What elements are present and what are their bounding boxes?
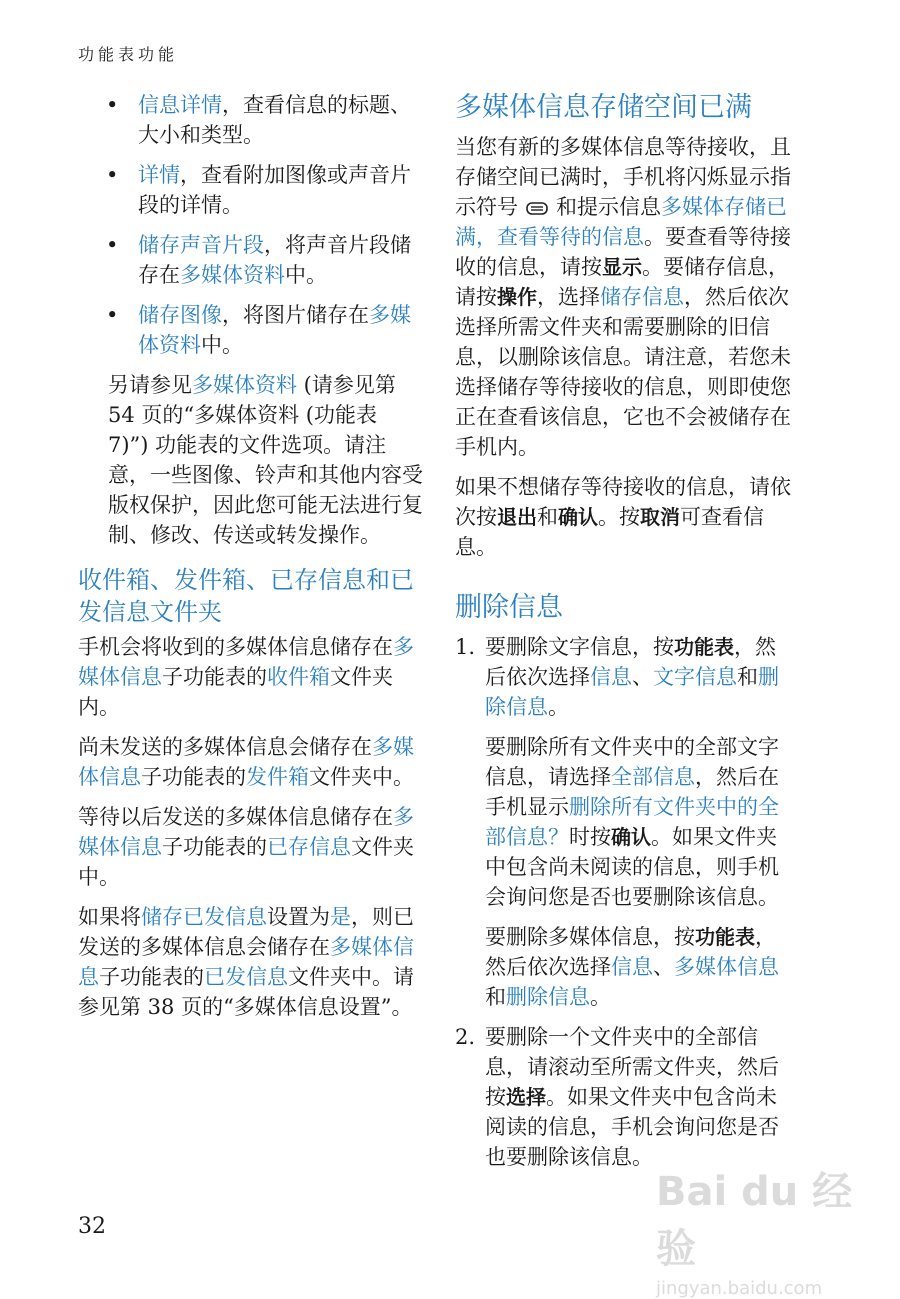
bullet-text: ，查看附加图像或声音片段的详情。 bbox=[138, 163, 411, 217]
link-text[interactable]: 删除信息 bbox=[506, 985, 590, 1009]
watermark bbox=[656, 1160, 866, 1299]
key-label: 显示 bbox=[602, 255, 642, 279]
bullet-item: • 信息详情，查看信息的标题、大小和类型。 bbox=[106, 93, 411, 147]
see-also-paragraph: 另请参见多媒体资料 (请参见第 54 页的“多媒体资料 (功能表 7)”) 功能表的文件选项。请注意，一些图像、铃声和其他内容受版权保护，因此您可能无法进行复制、修改、传送或转发操作。 bbox=[108, 373, 423, 547]
link-text[interactable]: 储存已发信息 bbox=[141, 905, 267, 929]
paragraph: 如果将储存已发信息设置为是，则已发送的多媒体信息会储存在多媒体信息子功能表的已发信息文件夹中。请参见第 38 页的“多媒体信息设置”。 bbox=[78, 905, 414, 1019]
section-heading: 收件箱、发件箱、已存信息和已发信息文件夹 bbox=[78, 566, 414, 626]
watermark-url: jingyan.baidu.com bbox=[656, 1278, 823, 1299]
step-detail: 要删除多媒体信息，按功能表，然后依次选择信息、多媒体信息和删除信息。 bbox=[485, 925, 779, 1009]
paragraph: 尚未发送的多媒体信息会储存在多媒体信息子功能表的发件箱文件夹中。 bbox=[78, 735, 414, 789]
link-text[interactable]: 多媒体信息 bbox=[78, 805, 414, 859]
link-text[interactable]: 多媒体存储已满，查看等待的信息 bbox=[455, 195, 787, 249]
link-text[interactable]: 多媒体信息 bbox=[78, 935, 414, 989]
link-text[interactable]: 储存声音片段 bbox=[138, 233, 264, 257]
key-label: 功能表 bbox=[695, 925, 755, 949]
section-heading: 多媒体信息存储空间已满 bbox=[455, 92, 752, 123]
key-label: 功能表 bbox=[674, 635, 734, 659]
link-text[interactable]: 信息 bbox=[590, 665, 632, 689]
bullet-text: ，将声音片段储存在 bbox=[138, 233, 411, 287]
link-text[interactable]: 收件箱 bbox=[267, 665, 330, 689]
bullet-text: ，将图片储存在 bbox=[222, 303, 369, 327]
link-text[interactable]: 发件箱 bbox=[246, 765, 309, 789]
bullet-item: • 详情，查看附加图像或声音片段的详情。 bbox=[106, 163, 411, 217]
paragraph: 当您有新的多媒体信息等待接收，且存储空间已满时，手机将闪烁显示指示符号 和提示信息多媒体存储已满，查看等待的信息。要查看等待接收的信息，请按显示。要储存信息，请按操作，选择储存信息，然后依次选择所需文件夹和需要删除的旧信息，以删除该信息。请注意，若您未选择储存等待接收的信息，则即使您正在查看该信息，它也不会被储存在手机内。 bbox=[455, 135, 791, 459]
section-heading: 删除信息 bbox=[455, 592, 563, 623]
link-text[interactable]: 多媒体信息 bbox=[674, 955, 779, 979]
left-column bbox=[78, 90, 423, 1032]
bullet-text: 中。 bbox=[285, 263, 327, 287]
link-text[interactable]: 全部信息 bbox=[611, 765, 695, 789]
link-text[interactable]: 文字信息 bbox=[653, 665, 737, 689]
right-column bbox=[455, 90, 795, 1182]
key-label: 选择 bbox=[506, 1085, 546, 1109]
link-text[interactable]: 删除所有文件夹中的全部信息？ bbox=[485, 795, 779, 849]
bullet-item: • 储存图像，将图片储存在多媒体资料中。 bbox=[106, 303, 411, 357]
link-text[interactable]: 详情 bbox=[138, 163, 180, 187]
step-detail: 要删除所有文件夹中的全部文字信息，请选择全部信息，然后在手机显示删除所有文件夹中的全部信息？时按确认。如果文件夹中包含尚未阅读的信息，则手机会询问您是否也要删除该信息。 bbox=[485, 735, 779, 909]
running-header: 功能表功能 bbox=[78, 45, 179, 64]
key-label: 操作 bbox=[497, 285, 537, 309]
key-label: 确认 bbox=[611, 825, 651, 849]
key-label: 确认 bbox=[558, 505, 598, 529]
paragraph: 如果不想储存等待接收的信息，请依次按退出和确认。按取消可查看信息。 bbox=[455, 475, 791, 559]
key-label: 取消 bbox=[640, 505, 680, 529]
paragraph: 手机会将收到的多媒体信息储存在多媒体信息子功能表的收件箱文件夹内。 bbox=[78, 635, 414, 719]
numbered-step: 2. 要删除一个文件夹中的全部信息，请滚动至所需文件夹，然后按选择。如果文件夹中包含尚未阅读的信息，手机会询问您是否也要删除该信息。 bbox=[455, 1025, 779, 1169]
watermark-logo: Bai du 经验 bbox=[656, 1169, 853, 1272]
link-text[interactable]: 是 bbox=[330, 905, 351, 929]
link-text[interactable]: 已发信息 bbox=[204, 965, 288, 989]
link-text[interactable]: 多媒体信息 bbox=[78, 635, 414, 689]
link-text[interactable]: 多媒体资料 bbox=[138, 303, 411, 357]
bullet-text: 中。 bbox=[201, 333, 243, 357]
link-text[interactable]: 多媒体资料 bbox=[180, 263, 285, 287]
link-text[interactable]: 储存图像 bbox=[138, 303, 222, 327]
link-text[interactable]: 储存信息 bbox=[600, 285, 684, 309]
key-label: 退出 bbox=[497, 505, 537, 529]
bullet-item: • 储存声音片段，将声音片段储存在多媒体资料中。 bbox=[106, 233, 411, 287]
link-text[interactable]: 删除信息 bbox=[485, 665, 779, 719]
link-text[interactable]: 多媒体信息 bbox=[78, 735, 414, 789]
mms-full-indicator-icon bbox=[524, 201, 550, 216]
link-text[interactable]: 多媒体资料 bbox=[192, 373, 297, 397]
link-text[interactable]: 信息详情 bbox=[138, 93, 222, 117]
link-text[interactable]: 信息 bbox=[611, 955, 653, 979]
bullet-text: ，查看信息的标题、大小和类型。 bbox=[138, 93, 411, 147]
page-number: 32 bbox=[78, 1214, 106, 1239]
numbered-step: 1. 要删除文字信息，按功能表，然后依次选择信息、文字信息和删除信息。 bbox=[455, 635, 779, 719]
link-text[interactable]: 已存信息 bbox=[267, 835, 351, 859]
paragraph: 等待以后发送的多媒体信息储存在多媒体信息子功能表的已存信息文件夹中。 bbox=[78, 805, 414, 889]
